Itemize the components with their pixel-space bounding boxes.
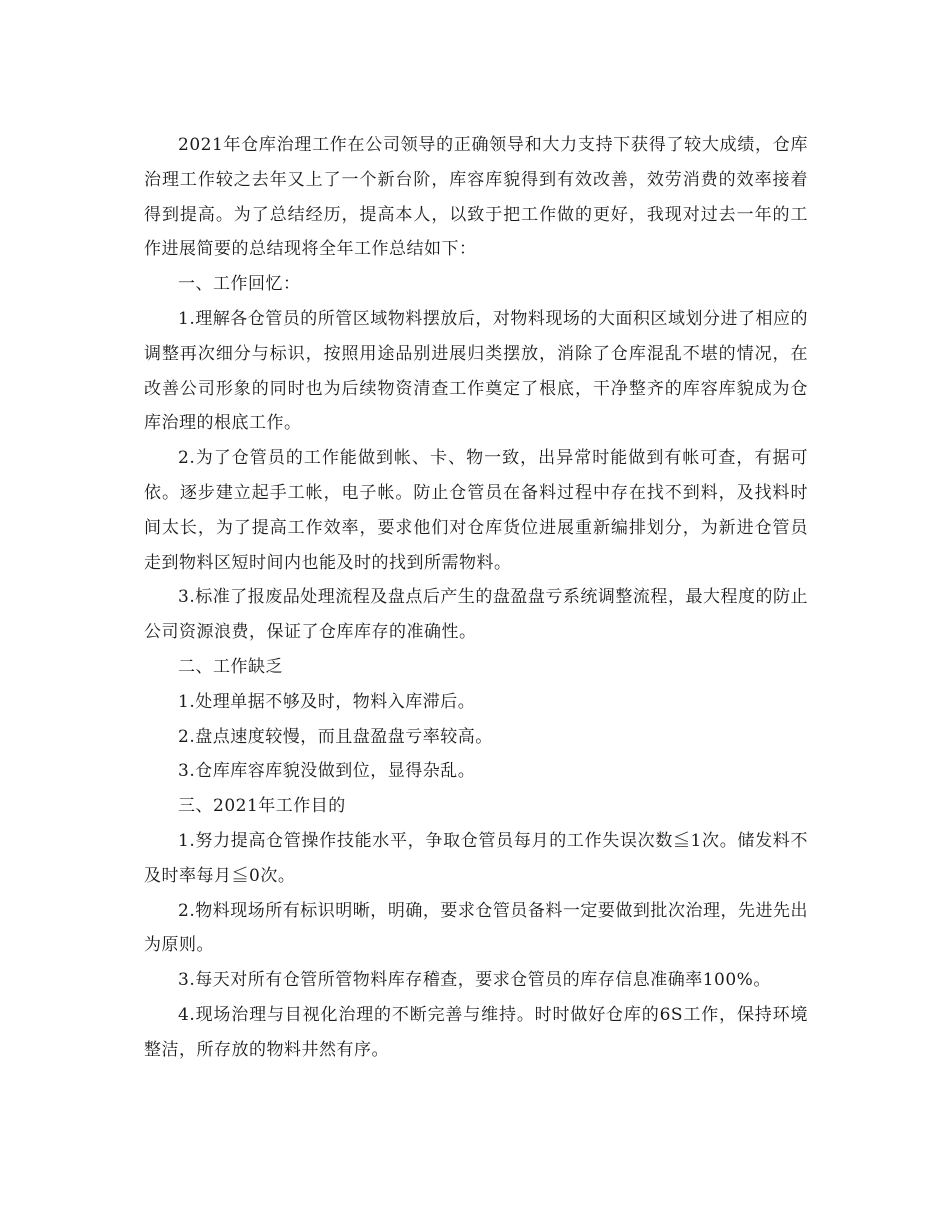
goal-item-1: 1.努力提高仓管操作技能水平，争取仓管员每月的工作失误次数≦1次。储发料不及时率每月≦0次。 xyxy=(144,830,808,886)
goal-item-2: 2.物料现场所有标识明晰，明确，要求仓管员备料一定要做到批次治理，先进先出为原则。 xyxy=(144,900,808,956)
goal-item-3: 3.每天对所有仓管所管物料库存稽查，要求仓管员的库存信息准确率100%。 xyxy=(178,970,771,991)
document-body xyxy=(144,128,808,1068)
review-item-1: 1.理解各仓管员的所管区域物料摆放后，对物料现场的大面积区域划分进了相应的调整再次细分与标识，按照用途品别进展归类摆放，消除了仓库混乱不堪的情况，在改善公司形象的同时也为后续物资清查工作奠定了根底，干净整齐的库容库貌成为仓库治理的根底工作。 xyxy=(144,308,808,434)
section-heading-review: 一、工作回忆： xyxy=(178,274,301,295)
shortcoming-item-2: 2.盘点速度较慢，而且盘盈盘亏率较高。 xyxy=(178,726,493,747)
intro-paragraph: 2021年仓库治理工作在公司领导的正确领导和大力支持下获得了较大成绩，仓库治理工作较之去年又上了一个新台阶，库容库貌得到有效改善，效劳消费的效率接着得到提高。为了总结经历，提高本人，以致于把工作做的更好，我现对过去一年的工作进展简要的总结现将全年工作总结如下： xyxy=(144,135,808,260)
section-heading-shortcomings: 二、工作缺乏 xyxy=(178,656,283,677)
review-item-2: 2.为了仓管员的工作能做到帐、卡、物一致，出异常时能做到有帐可查，有据可依。逐步建立起手工帐，电子帐。防止仓管员在备料过程中存在找不到料，及找料时间太长，为了提高工作效率，要求他们对仓库货位进展重新编排划分，为新进仓管员走到物料区短时间内也能及时的找到所需物料。 xyxy=(144,448,808,573)
shortcoming-item-3: 3.仓库库容库貌没做到位，显得杂乱。 xyxy=(178,761,476,782)
review-item-3: 3.标准了报废品处理流程及盘点后产生的盘盈盘亏系统调整流程，最大程度的防止公司资源浪费，保证了仓库库存的准确性。 xyxy=(144,587,808,643)
shortcoming-item-1: 1.处理单据不够及时，物料入库滞后。 xyxy=(178,691,476,712)
section-heading-goals: 三、2021年工作目的 xyxy=(178,796,346,817)
goal-item-4: 4.现场治理与目视化治理的不断完善与维持。时时做好仓库的6S工作，保持环境整洁，所存放的物料井然有序。 xyxy=(144,1004,808,1060)
